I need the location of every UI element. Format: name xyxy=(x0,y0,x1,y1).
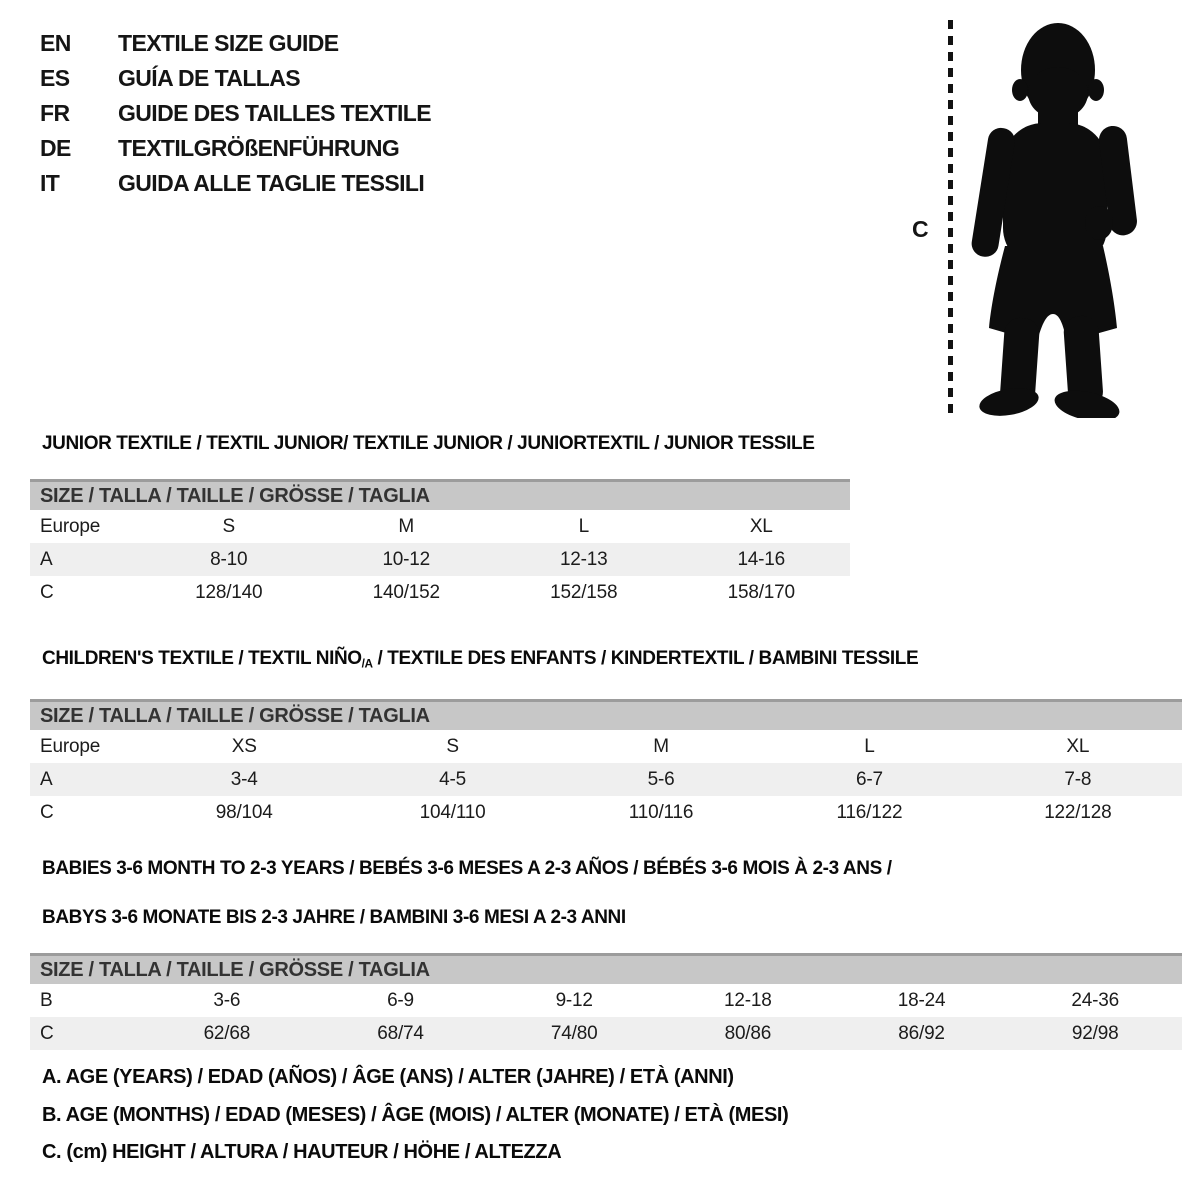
row-label: B xyxy=(40,989,53,1011)
row-value: 5-6 xyxy=(647,768,675,790)
size-table-header: SIZE / TALLA / TAILLE / GRÖSSE / TAGLIA xyxy=(30,699,1182,730)
row-value: L xyxy=(864,735,875,757)
dashed-measure-line xyxy=(948,20,953,418)
height-measure-figure xyxy=(900,0,1200,430)
row-value: 104/110 xyxy=(419,801,486,823)
row-value: M xyxy=(653,735,669,757)
row-value: 62/68 xyxy=(203,1022,251,1044)
row-label: A xyxy=(40,548,53,570)
row-value: S xyxy=(222,515,235,537)
language-label: GUIDA ALLE TAGLIE TESSILI xyxy=(118,170,425,196)
size-section xyxy=(30,430,1182,609)
section-title-line: BABYS 3-6 MONATE BIS 2-3 JAHRE / BAMBINI 3-6 MESI A 2-3 ANNI xyxy=(42,907,626,929)
title-subscript: /A xyxy=(361,657,373,671)
row-value: 158/170 xyxy=(727,581,795,603)
row-value: 86/92 xyxy=(898,1022,945,1044)
table-row xyxy=(30,543,850,576)
row-value: XL xyxy=(1066,735,1090,757)
row-value: 3-4 xyxy=(230,768,258,790)
language-row xyxy=(40,26,431,61)
row-value: 152/158 xyxy=(550,581,618,603)
row-value: L xyxy=(578,515,589,537)
language-label: TEXTILGRÖßENFÜHRUNG xyxy=(118,135,400,161)
table-row xyxy=(30,576,850,609)
table-row xyxy=(30,984,1182,1017)
size-sections xyxy=(30,430,1182,1050)
row-label: C xyxy=(40,1022,54,1044)
table-row xyxy=(30,510,850,543)
language-code: FR xyxy=(40,100,70,126)
language-list xyxy=(40,26,431,201)
language-row xyxy=(40,166,431,201)
row-value: 8-10 xyxy=(210,548,248,570)
row-label: A xyxy=(40,768,53,790)
language-row xyxy=(40,96,431,131)
size-table xyxy=(30,699,1182,829)
row-value: 18-24 xyxy=(897,989,946,1011)
section-title-line: BABIES 3-6 MONTH TO 2-3 YEARS / BEBÉS 3-6 MESES A 2-3 AÑOS / BÉBÉS 3-6 MOIS À 2-3 ANS / xyxy=(42,858,892,880)
section-title-line: JUNIOR TEXTILE / TEXTIL JUNIOR/ TEXTILE JUNIOR / JUNIORTEXTIL / JUNIOR TESSILE xyxy=(42,433,815,454)
row-value: 12-18 xyxy=(724,989,772,1011)
row-value: 4-5 xyxy=(439,768,467,790)
measure-legend xyxy=(42,1059,788,1172)
legend-line: C. (cm) HEIGHT / ALTURA / HAUTEUR / HÖHE / ALTEZZA xyxy=(42,1141,562,1163)
table-row xyxy=(30,730,1182,763)
row-value: 110/116 xyxy=(628,801,694,823)
toddler-silhouette-icon xyxy=(963,18,1139,418)
row-value: 80/86 xyxy=(724,1022,772,1044)
row-label: Europe xyxy=(40,515,101,537)
row-value: 12-13 xyxy=(559,548,608,570)
row-value: 140/152 xyxy=(372,581,440,603)
row-value: 116/122 xyxy=(836,801,903,823)
table-row xyxy=(30,763,1182,796)
row-value: 122/128 xyxy=(1044,801,1112,823)
language-row xyxy=(40,131,431,166)
row-value: 74/80 xyxy=(550,1022,598,1044)
row-value: 98/104 xyxy=(215,801,273,823)
legend-line: B. AGE (MONTHS) / EDAD (MESES) / ÂGE (MOIS) / ALTER (MONATE) / ETÀ (MESI) xyxy=(42,1103,789,1126)
language-label: TEXTILE SIZE GUIDE xyxy=(118,30,339,56)
section-title xyxy=(30,645,1182,677)
row-value: 14-16 xyxy=(737,548,786,570)
row-value: 24-36 xyxy=(1071,989,1119,1011)
measure-c-label: C xyxy=(912,216,929,242)
row-value: S xyxy=(446,735,459,757)
row-value: XS xyxy=(231,735,257,757)
table-row xyxy=(30,796,1182,829)
row-value: 3-6 xyxy=(213,989,241,1011)
section-title xyxy=(30,855,1182,931)
size-table-header: SIZE / TALLA / TAILLE / GRÖSSE / TAGLIA xyxy=(30,953,1182,984)
row-value: 10-12 xyxy=(382,548,431,570)
row-value: 9-12 xyxy=(555,989,593,1011)
row-value: 68/74 xyxy=(377,1022,424,1044)
row-value: M xyxy=(398,515,415,537)
language-code: ES xyxy=(40,65,70,91)
size-section xyxy=(30,855,1182,1050)
language-code: DE xyxy=(40,135,71,161)
row-value: 6-9 xyxy=(387,989,414,1011)
row-label: C xyxy=(40,801,54,823)
size-table xyxy=(30,479,850,609)
language-label: GUIDE DES TAILLES TEXTILE xyxy=(118,100,431,126)
row-value: 92/98 xyxy=(1071,1022,1119,1044)
row-value: 6-7 xyxy=(855,768,883,790)
row-value: 128/140 xyxy=(195,581,263,603)
row-value: XL xyxy=(749,515,773,537)
language-label: GUÍA DE TALLAS xyxy=(118,65,300,91)
size-table xyxy=(30,953,1182,1050)
section-title-line: CHILDREN'S TEXTILE / TEXTIL $NIÑO_{/A}$ / TEXTILE DES ENFANTS / KINDERTEXTIL / BAMBINI TESSILE xyxy=(42,648,919,671)
row-label: Europe xyxy=(40,735,101,757)
language-code: EN xyxy=(40,30,71,56)
size-table-header: SIZE / TALLA / TAILLE / GRÖSSE / TAGLIA xyxy=(30,479,850,510)
row-value: 7-8 xyxy=(1064,768,1092,790)
legend-line: A. AGE (YEARS) / EDAD (AÑOS) / ÂGE (ANS) / ALTER (JAHRE) / ETÀ (ANNI) xyxy=(42,1066,734,1088)
size-section xyxy=(30,645,1182,829)
table-row xyxy=(30,1017,1182,1050)
language-code: IT xyxy=(40,170,60,196)
section-title xyxy=(30,430,1182,457)
language-row xyxy=(40,61,431,96)
row-label: C xyxy=(40,581,54,603)
